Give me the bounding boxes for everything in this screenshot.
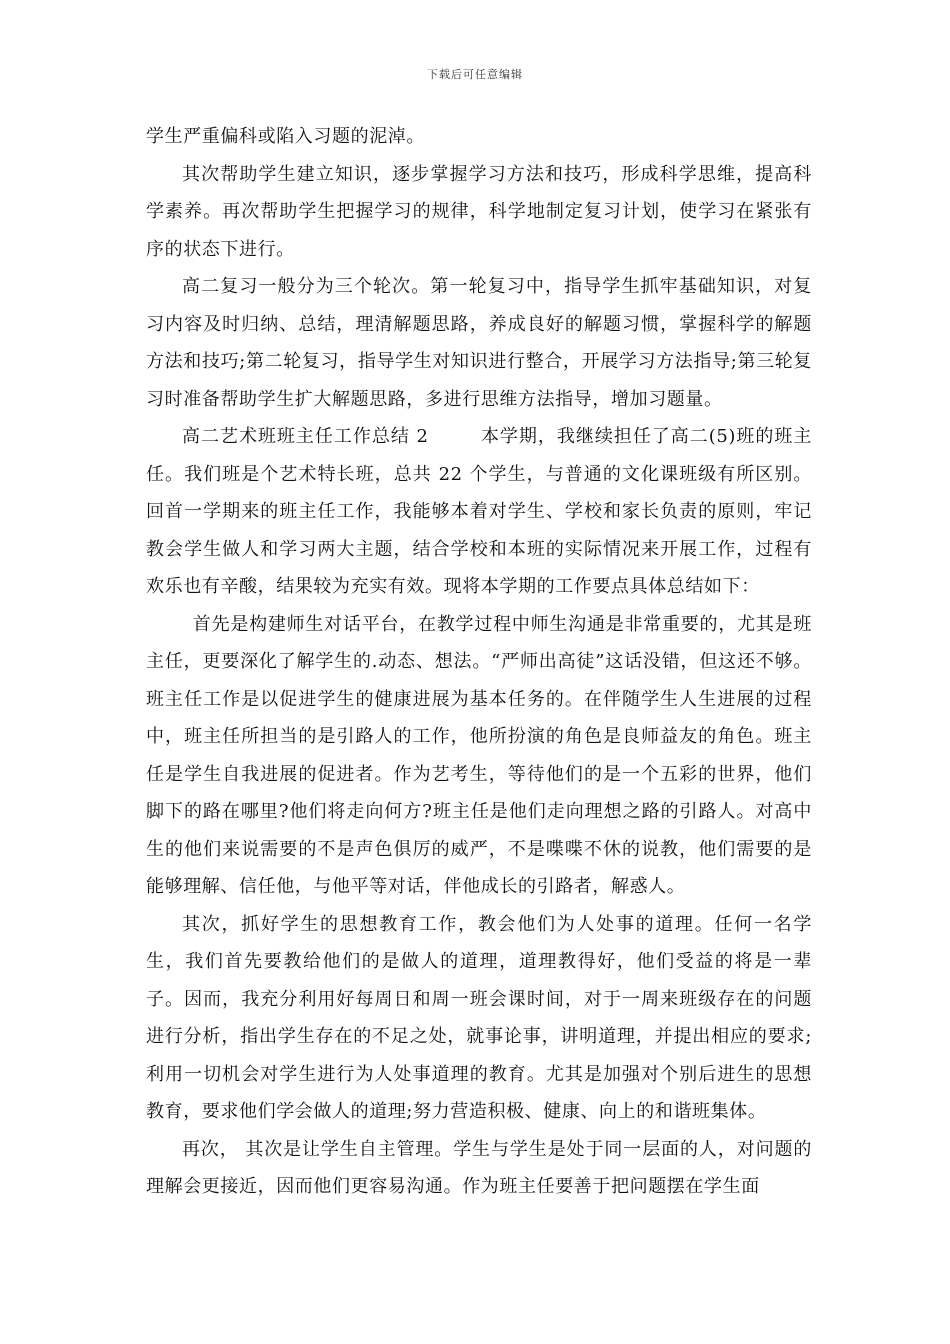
paragraph-4 [146,418,812,606]
page-header: 下载后可任意编辑 [427,68,523,81]
paragraph-5: 首先是构建师生对话平台，在教学过程中师生沟通是非常重要的，尤其是班主任，更要深化了解学生的.动态、想法。“严师出高徒”这话没错，但这还不够。班主任工作是以促进学生的健康进展为基本任务的。在伴随学生人生进展的过程中，班主任所担当的是引路人的工作，他所扮演的角色是良师益友的角色。班主任是学生自我进展的促进者。作为艺考生，等待他们的是一个五彩的世界，他们脚下的路在哪里?他们将走向何方?班主任是他们走向理想之路的引路人。对高中生的他们来说需要的不是声色俱厉的威严，不是喋喋不休的说教，他们需要的是能够理解、信任他，与他平等对话，伴他成长的引路者，解惑人。 [146,613,812,897]
paragraph-7: 再次， 其次是让学生自主管理。学生与学生是处于同一层面的人，对问题的理解会更接近，因而他们更容易沟通。作为班主任要善于把问题摆在学生面 [146,1138,812,1197]
paragraph-2: 其次帮助学生建立知识，逐步掌握学习方法和技巧，形成科学思维，提高科学素养。再次帮助学生把握学习的规律，科学地制定复习计划，使学习在紧张有序的状态下进行。 [146,163,812,260]
section-title: 高二艺术班班主任工作总结 2 [182,426,429,447]
paragraph-3: 高二复习一般分为三个轮次。第一轮复习中，指导学生抓牢基础知识，对复习内容及时归纳、总结，理清解题思路，养成良好的解题习惯，掌握科学的解题方法和技巧;第二轮复习，指导学生对知识进行整合，开展学习方法指导;第三轮复习时准备帮助学生扩大解题思路，多进行思维方法指导，增加习题量。 [146,276,812,410]
paragraph-6: 其次，抓好学生的思想教育工作，教会他们为人处事的道理。任何一名学生，我们首先要教给他们的是做人的道理，道理教得好，他们受益的将是一辈子。因而，我充分利用好每周日和周一班会课时间，对于一周来班级存在的问题进行分析，指出学生存在的不足之处，就事论事，讲明道理，并提出相应的要求;利用一切机会对学生进行为人处事道理的教育。尤其是加强对个别后进生的思想教育，要求他们学会做人的道理;努力营造积极、健康、向上的和谐班集体。 [146,913,812,1122]
document-body [146,118,812,1206]
paragraph-4-body: 本学期，我继续担任了高二(5)班的班主任。我们班是个艺术特长班，总共 22 个学生，与普通的文化课班级有所区别。回首一学期来的班主任工作，我能够本着对学生、学校和家长负责的原则，牢记教会学生做人和学习两大主题，结合学校和本班的实际情况来开展工作，过程有欢乐也有辛酸，结果较为充实有效。现将本学期的工作要点具体总结如下： [146,426,812,597]
paragraph-1: 学生严重偏科或陷入习题的泥淖。 [146,126,425,147]
